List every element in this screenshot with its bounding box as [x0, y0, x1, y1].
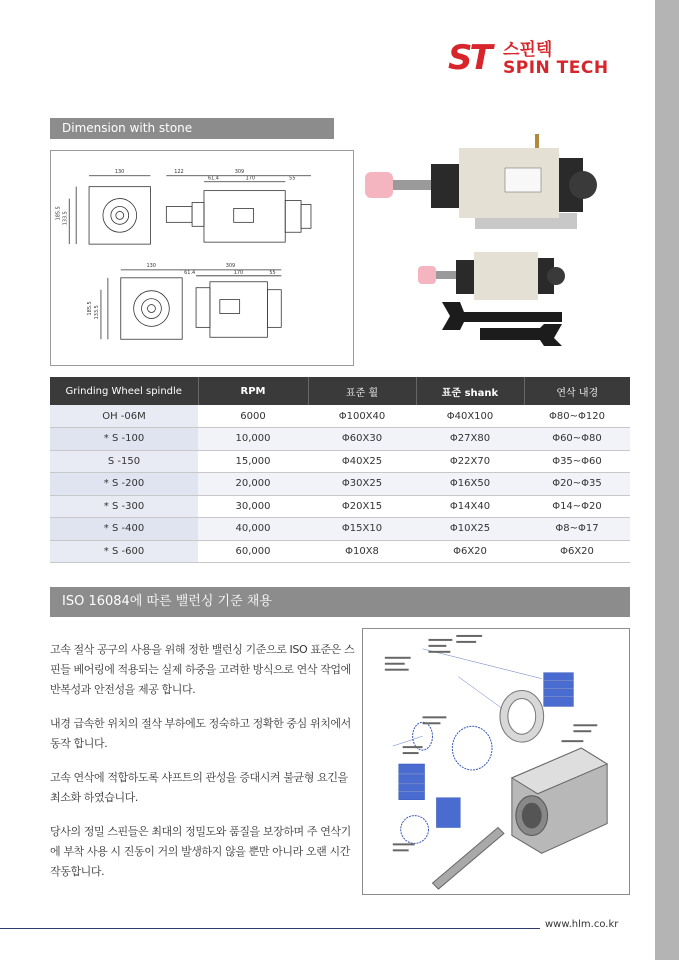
- dim-label: 170: [233, 269, 244, 276]
- table-row: [50, 450, 630, 473]
- table-row: [50, 518, 630, 541]
- cell-bore: Φ35~Φ60: [524, 450, 630, 473]
- cell-rpm: 20,000: [198, 473, 308, 496]
- cell-model: * S -100: [50, 428, 198, 451]
- cell-wheel: Φ100X40: [308, 405, 416, 428]
- cell-model: S -150: [50, 450, 198, 473]
- spindle-photo-large: [365, 128, 615, 240]
- dim-label: 130: [114, 168, 125, 175]
- logo-english: SPIN TECH: [503, 58, 609, 78]
- cell-wheel: Φ15X10: [308, 518, 416, 541]
- cell-rpm: 40,000: [198, 518, 308, 541]
- table-row: [50, 540, 630, 563]
- table-row: [50, 405, 630, 428]
- dim-label: 55: [269, 269, 276, 276]
- body-text: [50, 640, 355, 896]
- paragraph-1: 고속 절삭 공구의 사용을 위해 정한 밸런싱 기준으로 ISO 표준은 스핀들 베어링에 적용되는 실제 하중을 고려한 방식으로 연삭 작업에 반복성과 안전성을 제공 합니다.: [50, 643, 355, 696]
- cell-bore: Φ80~Φ120: [524, 405, 630, 428]
- dim-label: 55: [289, 175, 296, 182]
- cell-model: OH -06M: [50, 405, 198, 428]
- cell-rpm: 60,000: [198, 540, 308, 563]
- cell-shank: Φ6X20: [416, 540, 524, 563]
- cell-bore: Φ8~Φ17: [524, 518, 630, 541]
- logo-mark: ST: [448, 38, 490, 78]
- cell-wheel: Φ10X8: [308, 540, 416, 563]
- cell-bore: Φ20~Φ35: [524, 473, 630, 496]
- cell-bore: Φ14~Φ20: [524, 495, 630, 518]
- header-model: Grinding Wheel spindle: [50, 377, 198, 405]
- cell-bore: Φ60~Φ80: [524, 428, 630, 451]
- cell-rpm: 30,000: [198, 495, 308, 518]
- header-rpm: RPM: [198, 377, 308, 405]
- side-strip: [655, 0, 679, 960]
- header-wheel: 표준 휠: [308, 377, 416, 405]
- dimension-drawing: [50, 150, 354, 366]
- cell-model: * S -200: [50, 473, 198, 496]
- spec-table: [50, 377, 630, 563]
- cell-shank: Φ14X40: [416, 495, 524, 518]
- cell-wheel: Φ40X25: [308, 450, 416, 473]
- cell-rpm: 6000: [198, 405, 308, 428]
- cell-shank: Φ10X25: [416, 518, 524, 541]
- header-shank: 표준 shank: [416, 377, 524, 405]
- cell-shank: Φ40X100: [416, 405, 524, 428]
- dim-label: 130: [146, 262, 156, 269]
- table-header-row: [50, 377, 630, 405]
- dim-label: 309: [234, 168, 245, 175]
- drawing-svg: [51, 151, 353, 365]
- cell-wheel: Φ20X15: [308, 495, 416, 518]
- wrench-photo: [440, 300, 565, 348]
- dim-label: 133.5: [93, 305, 100, 320]
- dim-label: 61.4: [207, 175, 219, 182]
- paragraph-4: 당사의 정밀 스핀들은 최대의 정밀도와 품질을 보장하며 주 연삭기에 부착 사용 시 진동이 거의 발생하지 않을 뿐만 아니라 오랜 시간 작동합니다.: [50, 825, 351, 878]
- cell-shank: Φ22X70: [416, 450, 524, 473]
- cell-model: * S -600: [50, 540, 198, 563]
- cell-model: * S -400: [50, 518, 198, 541]
- footer-line: [0, 928, 540, 929]
- dim-label: 185.5: [87, 301, 94, 316]
- dim-label: 185.5: [55, 206, 62, 221]
- cell-wheel: Φ60X30: [308, 428, 416, 451]
- cell-shank: Φ16X50: [416, 473, 524, 496]
- logo: [448, 38, 618, 80]
- spindle-photo-small: [418, 248, 568, 304]
- dim-label: 309: [225, 262, 236, 269]
- paragraph-2: 내경 급속한 위치의 절삭 부하에도 정숙하고 정확한 중심 위치에서 동작 합니다.: [50, 717, 351, 750]
- table-row: [50, 428, 630, 451]
- dim-label: 133.5: [62, 211, 69, 226]
- section-title-dimension: Dimension with stone: [50, 118, 334, 139]
- dim-label: 170: [245, 175, 256, 182]
- cell-rpm: 15,000: [198, 450, 308, 473]
- cell-bore: Φ6X20: [524, 540, 630, 563]
- table-row: [50, 495, 630, 518]
- table-row: [50, 473, 630, 496]
- balancing-analysis-image: [362, 628, 630, 895]
- logo-korean: 스핀텍: [503, 40, 553, 60]
- cell-shank: Φ27X80: [416, 428, 524, 451]
- cell-model: * S -300: [50, 495, 198, 518]
- cell-wheel: Φ30X25: [308, 473, 416, 496]
- section-title-iso: ISO 16084에 따른 밸런싱 기준 채용: [50, 587, 630, 617]
- header-bore: 연삭 내경: [524, 377, 630, 405]
- cell-rpm: 10,000: [198, 428, 308, 451]
- dim-label: 61.4: [184, 269, 196, 276]
- paragraph-3: 고속 연삭에 적합하도록 샤프트의 관성을 증대시켜 불균형 요긴을 최소화 하였습니다.: [50, 771, 348, 804]
- dim-label: 122: [174, 168, 184, 175]
- footer-url[interactable]: www.hlm.co.kr: [545, 919, 619, 930]
